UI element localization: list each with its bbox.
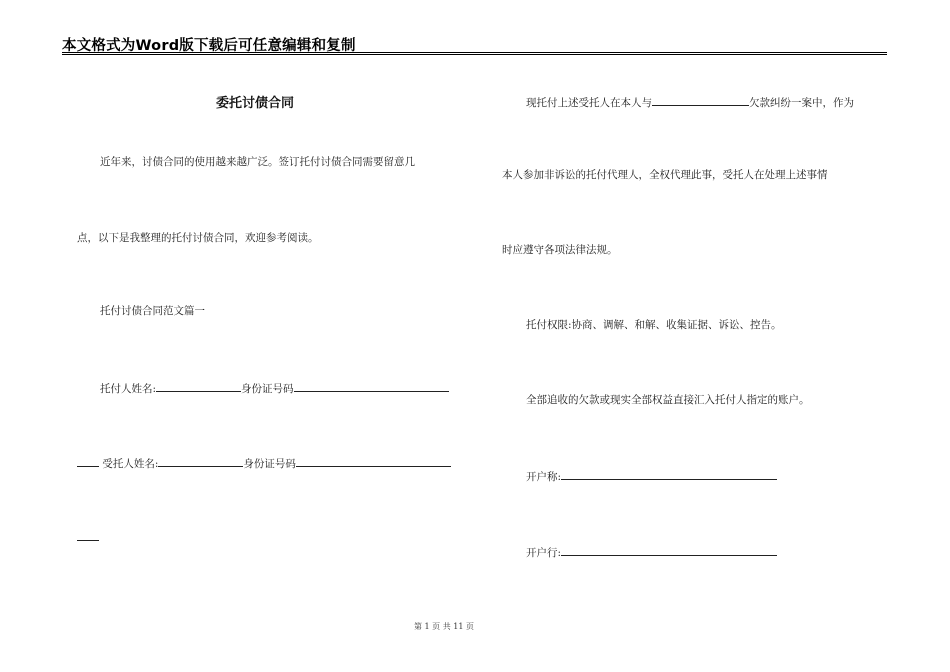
page-indicator: 第 1 页 共 11 页: [414, 622, 474, 631]
principal-id-blank-continued: [77, 455, 99, 467]
header-rule-top: [62, 52, 887, 53]
bank-blank: [561, 544, 777, 556]
principal-name-blank: [156, 380, 241, 392]
para1-line1-a: 现托付上述受托人在本人与: [526, 97, 652, 109]
principal-id-blank: [294, 380, 449, 392]
document-title: 委托讨债合同: [215, 96, 294, 111]
header-banner-text: 本文格式为Word版下载后可任意编辑和复制: [62, 38, 356, 54]
para1-line-2: 本人参加非诉讼的托付代理人，全权代理此事，受托人在处理上述事情: [502, 169, 828, 181]
agent-id-blank: [296, 455, 451, 467]
agent-id-continued-row: [77, 529, 99, 545]
agent-name-label: 受托人姓名:: [102, 458, 159, 470]
agent-id-label: 身份证号码: [243, 458, 296, 470]
bank-label: 开户行:: [526, 547, 562, 559]
agent-id-blank-continued: [77, 529, 99, 541]
principal-row: [100, 380, 449, 396]
dispute-party-blank: [652, 94, 749, 106]
account-name-blank: [561, 468, 777, 480]
payment-note-line: 全部追收的欠款或现实全部权益直接汇入托付人指定的账户。: [526, 394, 810, 406]
agent-name-blank: [158, 455, 243, 467]
principal-id-label: 身份证号码: [241, 383, 294, 395]
agent-row: [77, 455, 451, 471]
intro-line-1: 近年来，讨债合同的使用越来越广泛。签订托付讨债合同需要留意几: [100, 156, 415, 168]
intro-line-2: 点，以下是我整理的托付讨债合同，欢迎参考阅读。: [77, 232, 319, 244]
para1-line-1: [526, 94, 854, 110]
principal-name-label: 托付人姓名:: [100, 383, 157, 395]
bank-row: [526, 544, 777, 560]
account-name-row: [526, 468, 777, 484]
para1-line1-b: 欠款纠纷一案中，作为: [749, 97, 854, 109]
authority-line: 托付权限:协商、调解、和解、收集证据、诉讼、控告。: [526, 319, 782, 331]
account-name-label: 开户称:: [526, 471, 562, 483]
para1-line-3: 时应遵守各项法律法规。: [502, 244, 618, 256]
header-rule-bottom: [62, 54, 887, 55]
section-heading: 托付讨债合同范文篇一: [100, 305, 205, 317]
